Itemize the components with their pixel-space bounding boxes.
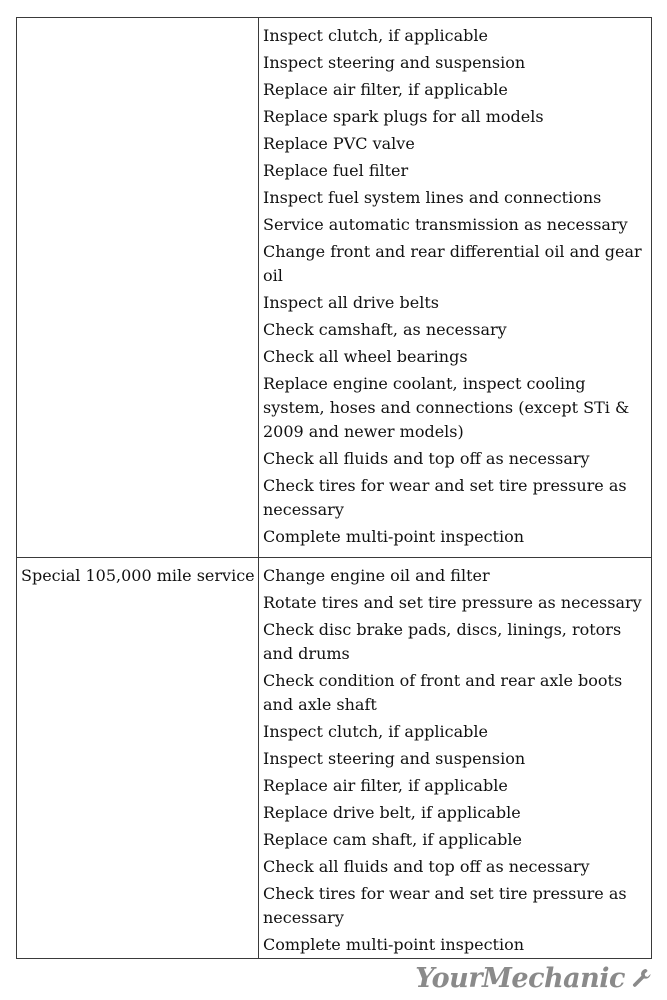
service-items-cell [259,558,651,958]
service-item: Replace fuel filter [263,161,409,180]
service-item: Check camshaft, as necessary [263,320,507,339]
service-item: Complete multi-point inspection [263,935,525,954]
service-item: Check condition of front and rear axle boots and axle shaft [263,671,623,714]
service-item: Inspect steering and suspension [263,749,526,768]
service-item: Replace air filter, if applicable [263,80,508,99]
service-item: Replace drive belt, if applicable [263,803,521,822]
maintenance-schedule-table [16,17,652,959]
service-item: Replace PVC valve [263,134,415,153]
service-item: Replace air filter, if applicable [263,776,508,795]
service-item: Check disc brake pads, discs, linings, rotors and drums [263,620,622,663]
service-item: Replace engine coolant, inspect cooling system, hoses and connections (except STi & 2009 and newer models) [263,374,630,441]
service-item: Check all wheel bearings [263,347,468,366]
yourmechanic-logo [415,958,653,998]
service-label-cell: Special 105,000 mile service [17,558,259,958]
service-item: Check tires for wear and set tire pressure as necessary [263,884,627,927]
service-item: Check all fluids and top off as necessary [263,857,590,876]
service-item: Inspect all drive belts [263,293,439,312]
service-item: Service automatic transmission as necessary [263,215,628,234]
service-item: Check tires for wear and set tire pressure as necessary [263,476,627,519]
service-label-cell [17,18,259,557]
service-items-cell [259,18,651,557]
service-item: Replace cam shaft, if applicable [263,830,522,849]
service-item: Check all fluids and top off as necessary [263,449,590,468]
service-item: Inspect clutch, if applicable [263,722,488,741]
service-item: Complete multi-point inspection [263,527,525,546]
service-item: Inspect fuel system lines and connections [263,188,602,207]
service-item: Inspect steering and suspension [263,53,526,72]
logo-text: YourMechanic [415,962,625,994]
service-item: Inspect clutch, if applicable [263,26,488,45]
service-item: Change front and rear differential oil and gear oil [263,242,642,285]
schedule-row [17,18,651,557]
service-item: Replace spark plugs for all models [263,107,544,126]
wrench-icon [631,967,653,989]
schedule-row [17,557,651,958]
service-item: Rotate tires and set tire pressure as necessary [263,593,642,612]
service-item: Change engine oil and filter [263,566,490,585]
